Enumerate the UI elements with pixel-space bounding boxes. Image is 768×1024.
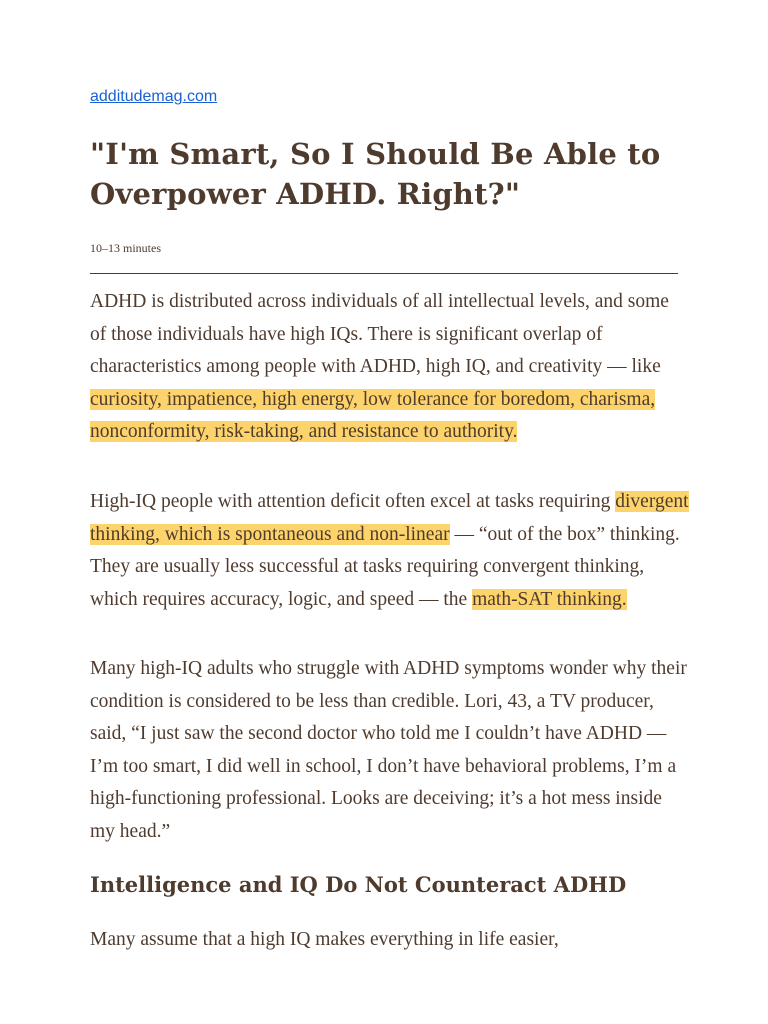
paragraph-4: Many assume that a high IQ makes everything in life easier, <box>90 929 559 950</box>
read-time: 10–13 minutes <box>90 241 161 255</box>
paragraph-2-text-a: High-IQ people with attention deficit often excel at tasks requiring <box>90 491 616 512</box>
section-heading: Intelligence and IQ Do Not Counteract ADHD <box>90 872 627 897</box>
source-link[interactable]: additudemag.com <box>90 88 218 105</box>
article-title: "I'm Smart, So I Should Be Able to Overpower ADHD. Right?" <box>90 137 661 211</box>
paragraph-1-highlight: curiosity, impatience, high energy, low tolerance for boredom, charisma, nonconformity, risk-taking, and resistance to authority. <box>90 388 656 443</box>
paragraph-2-text-b: — “out of the box” thinking. They are usually less successful at tasks requiring convergent thinking, which requires accuracy, logic, and speed — the <box>90 523 680 610</box>
paragraph-1 <box>90 286 690 449</box>
paragraph-2 <box>90 486 690 616</box>
paragraph-2-highlight-a: divergent thinking, which is spontaneous and non-linear <box>90 491 689 545</box>
title-divider <box>90 273 678 274</box>
paragraph-3: Many high-IQ adults who struggle with ADHD symptoms wonder why their condition is considered to be less than credible. Lori, 43, a TV producer, said, “I just saw the second doctor who told me I couldn’t have ADHD — I’m too smart, I did well in school, I don’t have behavioral problems, I’m a high-functioning professional. Looks are deceiving; it’s a hot mess inside my head.” <box>90 658 687 842</box>
paragraph-1-text: ADHD is distributed across individuals of all intellectual levels, and some of those individuals have high IQs. There is significant overlap of characteristics among people with ADHD, high IQ, and creativity — like <box>90 291 669 378</box>
paragraph-2-highlight-b: math-SAT thinking. <box>472 588 627 610</box>
